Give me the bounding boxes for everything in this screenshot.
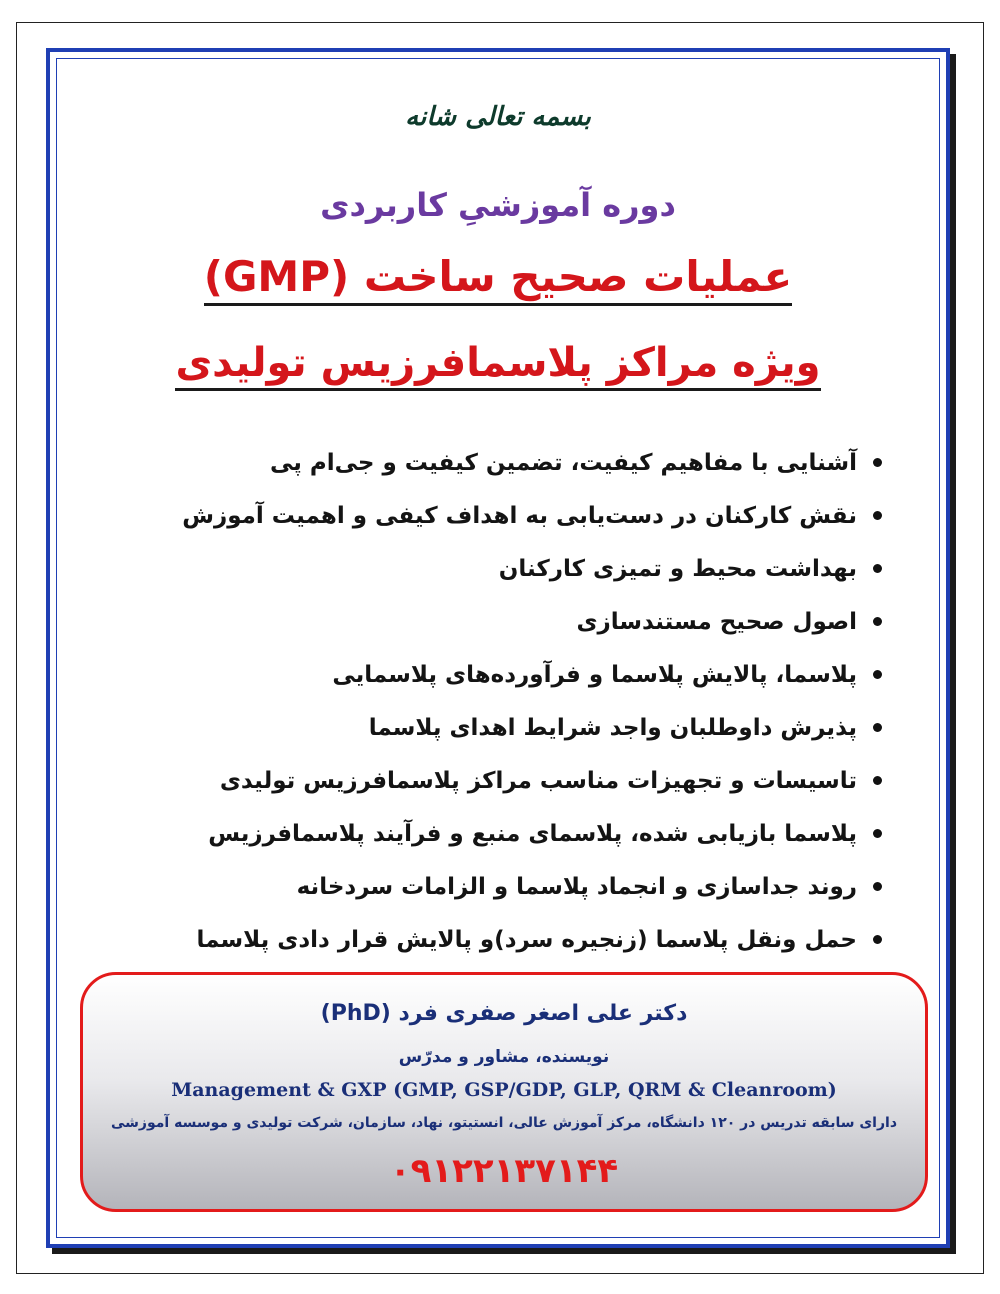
topic-text: تاسیسات و تجهیزات مناسب مراکز پلاسمافرزیس تولیدی (219, 767, 857, 794)
flyer-frame (46, 48, 950, 1248)
topic-text: پلاسما بازیابی شده، پلاسمای منبع و فرآیند پلاسمافرزیس (208, 820, 857, 847)
course-title (50, 252, 946, 301)
bullet-icon (873, 882, 882, 891)
topic-list (122, 436, 882, 966)
contact-phone[interactable]: ۰۹۱۲۲۱۳۷۱۴۴ (389, 1151, 619, 1191)
instructor-specialty: Management & GXP (GMP, GSP/GDP, GLP, QRM & Cleanroom) (171, 1079, 837, 1101)
course-title-text: عملیات صحیح ساخت (GMP) (204, 252, 793, 306)
list-item (122, 489, 882, 542)
bullet-icon (873, 935, 882, 944)
course-subtitle (50, 340, 946, 386)
instructor-experience: دارای سابقه تدریس در ۱۲۰ دانشگاه، مرکز آموزش عالی، انستیتو، نهاد، سازمان، شرکت تولیدی و موسسه آموزشی (110, 1115, 898, 1131)
list-item (122, 648, 882, 701)
instructor-name: دکتر علی اصغر صفری فرد (PhD) (320, 1001, 688, 1026)
list-item (122, 807, 882, 860)
course-subtitle-text: ویژه مراکز پلاسمافرزیس تولیدی (175, 340, 820, 391)
topic-text: روند جداسازی و انجماد پلاسما و الزامات سردخانه (296, 873, 857, 900)
topic-text: آشنایی با مفاهیم کیفیت، تضمین کیفیت و جی‌ام پی (269, 449, 857, 476)
course-type: دوره آموزشیِ کاربردی (320, 186, 676, 224)
topic-text: پلاسما، پالایش پلاسما و فرآورده‌های پلاسمایی (332, 661, 857, 688)
bullet-icon (873, 670, 882, 679)
bullet-icon (873, 564, 882, 573)
bullet-icon (873, 617, 882, 626)
bullet-icon (873, 511, 882, 520)
topic-text: اصول صحیح مستندسازی (576, 608, 857, 635)
instructor-box (80, 972, 928, 1212)
bullet-icon (873, 723, 882, 732)
header-invocation: بسمه تعالی شانه (405, 102, 591, 132)
bullet-icon (873, 776, 882, 785)
topic-text: پذیرش داوطلبان واجد شرایط اهدای پلاسما (368, 714, 857, 741)
list-item (122, 860, 882, 913)
list-item (122, 701, 882, 754)
list-item (122, 436, 882, 489)
bullet-icon (873, 829, 882, 838)
instructor-roles: نویسنده، مشاور و مدرّس (398, 1047, 610, 1067)
list-item (122, 754, 882, 807)
topic-text: حمل ونقل پلاسما (زنجیره سرد)و پالایش قرار دادی پلاسما (196, 926, 857, 953)
topic-text: بهداشت محیط و تمیزی کارکنان (498, 555, 857, 582)
list-item (122, 595, 882, 648)
list-item (122, 542, 882, 595)
bullet-icon (873, 458, 882, 467)
list-item (122, 913, 882, 966)
topic-text: نقش کارکنان در دست‌یابی به اهداف کیفی و اهمیت آموزش (182, 502, 857, 529)
